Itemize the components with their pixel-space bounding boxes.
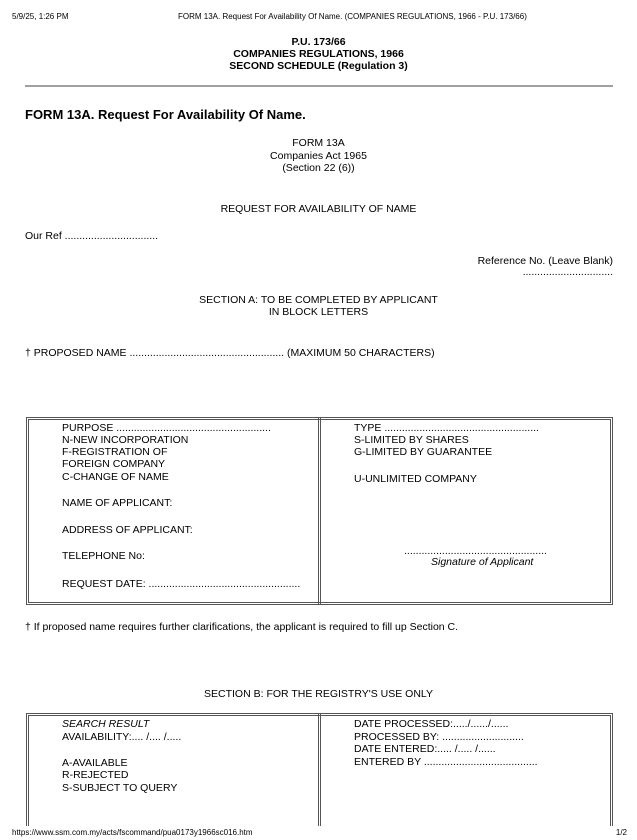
form-title: FORM 13A. Request For Availability Of Name. [25,107,306,122]
purpose-field[interactable]: PURPOSE ..................................................... [62,422,271,434]
header-divider [25,85,613,87]
type-option-s: S-LIMITED BY SHARES [354,434,469,446]
entered-by-field[interactable]: ENTERED BY ....................................... [354,756,538,768]
section-b-box-divider [318,713,321,840]
result-option-a: A-AVAILABLE [62,757,128,769]
purpose-option-c: C-CHANGE OF NAME [62,471,169,483]
reference-no-label: Reference No. (Leave Blank) [477,255,613,267]
section-a-line2: IN BLOCK LETTERS [268,306,369,318]
signature-line[interactable]: ................................................. [404,545,547,557]
reg-header-line3: SECOND SCHEDULE (Regulation 3) [229,60,408,72]
purpose-option-f: F-REGISTRATION OF [62,446,168,458]
signature-label: Signature of Applicant [431,556,534,568]
print-doc-title: FORM 13A. Request For Availability Of Name. (COMPANIES REGULATIONS, 1966 - P.U. 173/66) [178,12,527,21]
processed-by-field[interactable]: PROCESSED BY: ............................ [354,731,524,743]
type-option-g: G-LIMITED BY GUARANTEE [354,446,493,458]
print-footer-url[interactable]: https://www.ssm.com.my/acts/fscommand/pua0173y1966sc016.htm [12,828,253,837]
form-block-line3: (Section 22 (6)) [282,162,355,174]
request-heading: REQUEST FOR AVAILABILITY OF NAME [220,203,417,215]
section-b-heading: SECTION B: FOR THE REGISTRY'S USE ONLY [204,688,433,700]
purpose-option-f-cont: FOREIGN COMPANY [62,458,166,470]
reg-header-line1: P.U. 173/66 [291,36,346,48]
proposed-name-field[interactable]: † PROPOSED NAME ..................................................... (MAXIMUM 50 CHARACTERS) [25,347,435,359]
section-a-box-divider [318,417,321,605]
print-footer-page: 1/2 [615,828,627,837]
address-of-applicant-label: ADDRESS OF APPLICANT: [62,524,193,536]
purpose-option-n: N-NEW INCORPORATION [62,434,189,446]
telephone-label: TELEPHONE No: [62,550,145,562]
footnote: † If proposed name requires further clarifications, the applicant is required to fill up Section C. [25,621,459,633]
availability-field[interactable]: AVAILABILITY:.... /.... /..... [62,731,182,743]
result-option-s: S-SUBJECT TO QUERY [62,782,178,794]
name-of-applicant-label: NAME OF APPLICANT: [62,497,173,509]
date-processed-field[interactable]: DATE PROCESSED:...../....../...... [354,718,509,730]
reg-header-line2: COMPANIES REGULATIONS, 1966 [233,48,404,60]
type-option-u: U-UNLIMITED COMPANY [354,473,477,485]
section-a-line1: SECTION A: TO BE COMPLETED BY APPLICANT [199,294,438,306]
print-datetime: 5/9/25, 1:26 PM [12,12,69,21]
form-block-line1: FORM 13A [292,137,345,149]
type-field[interactable]: TYPE ..................................................... [354,422,539,434]
reference-no-field[interactable]: ............................... [522,266,613,278]
our-ref-field[interactable]: Our Ref ................................ [25,230,159,242]
date-entered-field[interactable]: DATE ENTERED:..... /..... /...... [354,743,496,755]
request-date-field[interactable]: REQUEST DATE: .................................................... [62,578,301,590]
search-result-label: SEARCH RESULT [62,718,150,730]
form-block-line2: Companies Act 1965 [270,150,367,162]
result-option-r: R-REJECTED [62,769,129,781]
